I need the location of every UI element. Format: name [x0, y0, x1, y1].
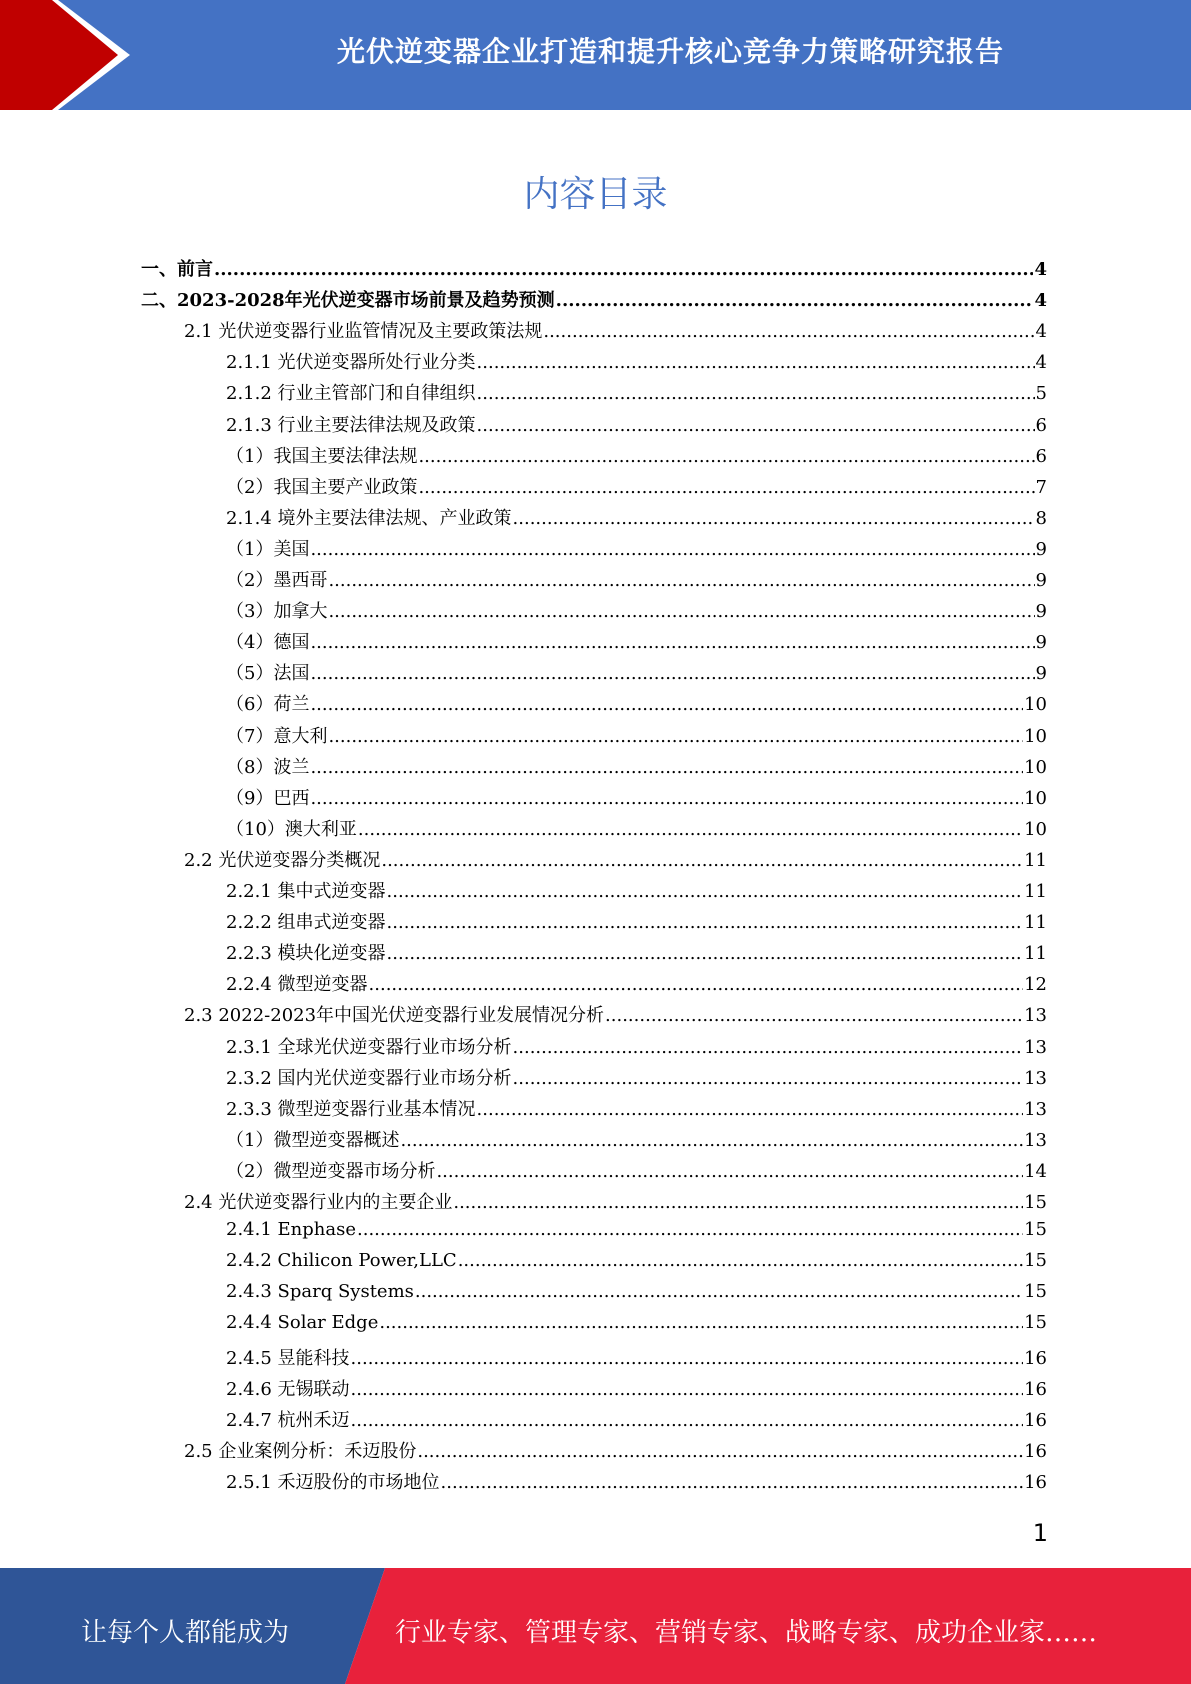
toc-entry-label: 2.2.2 组串式逆变器 — [226, 912, 386, 934]
toc-entry[interactable] — [226, 1281, 1047, 1312]
toc-entry-label: （1）我国主要法律法规 — [226, 445, 418, 467]
toc-entry-label: 一、前言 — [141, 259, 213, 280]
toc-entry[interactable] — [226, 566, 1047, 597]
toc-entry-label: （7）意大利 — [226, 725, 328, 747]
toc-entry-page: 13 — [1024, 1098, 1047, 1120]
toc-dot-leader — [214, 259, 1033, 280]
toc-entry[interactable] — [226, 1406, 1047, 1437]
toc-entry[interactable] — [141, 286, 1047, 317]
toc-entry[interactable] — [226, 1033, 1047, 1064]
toc-entry[interactable] — [226, 690, 1047, 721]
toc-entry[interactable] — [226, 1312, 1047, 1343]
toc-entry[interactable] — [226, 722, 1047, 753]
toc-entry-page: 11 — [1024, 912, 1047, 934]
toc-entry-page: 13 — [1024, 1005, 1047, 1027]
toc-dot-leader — [387, 943, 1024, 964]
toc-dot-leader — [605, 1005, 1023, 1026]
toc-entry-page: 9 — [1035, 663, 1047, 685]
toc-entry-label: 2.5.1 禾迈股份的市场地位 — [226, 1471, 440, 1493]
toc-entry-label: （5）法国 — [226, 663, 310, 685]
toc-entry-label: （8）波兰 — [226, 756, 310, 778]
toc-dot-leader — [328, 601, 1034, 622]
toc-entry-label: 2.3.2 国内光伏逆变器行业市场分析 — [226, 1067, 512, 1089]
toc-entry-page: 12 — [1024, 974, 1047, 996]
toc-entry[interactable] — [226, 1126, 1047, 1157]
header-arrow-decoration — [0, 0, 160, 110]
toc-dot-leader — [477, 1099, 1024, 1120]
toc-dot-leader — [458, 1250, 1023, 1271]
toc-entry[interactable] — [226, 908, 1047, 939]
toc-entry-page: 4 — [1034, 290, 1047, 312]
toc-entry-page: 11 — [1024, 849, 1047, 871]
toc-dot-leader — [369, 974, 1024, 995]
toc-entry-page: 7 — [1035, 476, 1047, 498]
toc-dot-leader — [477, 415, 1035, 436]
toc-dot-leader — [556, 290, 1034, 311]
toc-entry-label: 2.2.4 微型逆变器 — [226, 974, 368, 996]
toc-dot-leader — [513, 1037, 1024, 1058]
toc-entry-page: 16 — [1024, 1471, 1047, 1493]
toc-dot-leader — [513, 1068, 1024, 1089]
toc-entry-page: 5 — [1035, 383, 1047, 405]
toc-entry-label: （3）加拿大 — [226, 601, 328, 623]
toc-entry[interactable] — [141, 255, 1047, 286]
toc-entry-page: 16 — [1024, 1347, 1047, 1369]
toc-entry[interactable] — [226, 753, 1047, 784]
toc-entry-label: （10）澳大利亚 — [226, 818, 357, 840]
toc-dot-leader — [351, 1379, 1024, 1400]
toc-entry-page: 4 — [1034, 259, 1047, 280]
toc-dot-leader — [477, 352, 1035, 373]
toc-entry-page: 4 — [1035, 352, 1047, 374]
toc-entry[interactable] — [226, 1219, 1047, 1250]
toc-entry-label: （2）我国主要产业政策 — [226, 476, 418, 498]
toc-entry-label: （4）德国 — [226, 632, 310, 654]
toc-entry[interactable] — [226, 1344, 1047, 1375]
toc-dot-leader — [310, 632, 1034, 653]
toc-entry-page: 9 — [1035, 632, 1047, 654]
toc-entry-page: 13 — [1024, 1129, 1047, 1151]
toc-entry[interactable] — [184, 846, 1047, 877]
toc-entry-label: 2.4.6 无锡联动 — [226, 1378, 350, 1400]
toc-entry-label: 2.5 企业案例分析：禾迈股份 — [184, 1440, 417, 1462]
toc-entry-page: 13 — [1024, 1036, 1047, 1058]
toc-entry[interactable] — [184, 317, 1047, 348]
toc-dot-leader — [436, 1161, 1023, 1182]
toc-entry[interactable] — [226, 659, 1047, 690]
toc-entry-label: （6）荷兰 — [226, 694, 310, 716]
toc-entry-label: 2.2.3 模块化逆变器 — [226, 943, 386, 965]
toc-dot-leader — [513, 508, 1035, 529]
toc-entry-label: 2.3.3 微型逆变器行业基本情况 — [226, 1098, 476, 1120]
report-title: 光伏逆变器企业打造和提升核心竞争力策略研究报告 — [336, 35, 1004, 68]
toc-entry-label: （1）微型逆变器概述 — [226, 1129, 400, 1151]
toc-entry-page: 15 — [1024, 1281, 1047, 1303]
toc-entry[interactable] — [226, 1157, 1047, 1188]
toc-entry[interactable] — [184, 1437, 1047, 1468]
toc-dot-leader — [351, 1410, 1024, 1431]
toc-entry[interactable] — [226, 1375, 1047, 1406]
toc-dot-leader — [328, 570, 1034, 591]
toc-entry-label: （1）美国 — [226, 538, 310, 560]
toc-entry[interactable] — [184, 1188, 1047, 1219]
toc-entry-page: 11 — [1024, 881, 1047, 902]
toc-dot-leader — [400, 1130, 1023, 1151]
toc-entry-page: 9 — [1035, 570, 1047, 591]
toc-dot-leader — [310, 663, 1034, 684]
toc-entry[interactable] — [226, 628, 1047, 659]
toc-dot-leader — [453, 1192, 1023, 1213]
toc-entry[interactable] — [226, 597, 1047, 628]
toc-dot-leader — [351, 1348, 1024, 1369]
toc-entry-page: 15 — [1024, 1250, 1047, 1272]
toc-entry-page: 6 — [1035, 445, 1047, 467]
toc-heading: 内容目录 — [523, 174, 668, 215]
page-number: 1 — [1032, 1519, 1048, 1547]
toc-entry-page: 14 — [1024, 1160, 1047, 1182]
toc-entry-page: 13 — [1024, 1067, 1047, 1089]
toc-entry[interactable] — [226, 473, 1047, 504]
toc-entry[interactable] — [226, 815, 1047, 846]
toc-entry-label: 2.4.3 Sparq Systems — [226, 1281, 414, 1303]
toc-entry-page: 10 — [1024, 756, 1047, 778]
toc-entry[interactable] — [226, 1095, 1047, 1126]
toc-entry[interactable] — [226, 442, 1047, 473]
toc-entry-label: （2）微型逆变器市场分析 — [226, 1160, 436, 1182]
toc-entry-label: 2.3.1 全球光伏逆变器行业市场分析 — [226, 1036, 512, 1058]
toc-entry-page: 15 — [1024, 1312, 1047, 1334]
toc-dot-leader — [477, 383, 1035, 404]
toc-entry-page: 16 — [1024, 1378, 1047, 1400]
toc-entry-page: 16 — [1024, 1409, 1047, 1431]
toc-entry-page: 10 — [1024, 725, 1047, 747]
toc-entry-label: （2）墨西哥 — [226, 570, 328, 591]
toc-entry-page: 9 — [1035, 538, 1047, 560]
footer-slogan-left: 让每个人都能成为 — [80, 1618, 289, 1648]
toc-dot-leader — [418, 446, 1034, 467]
toc-entry[interactable] — [226, 939, 1047, 970]
toc-entry-page: 9 — [1035, 601, 1047, 623]
toc-dot-leader — [310, 788, 1023, 809]
toc-entry-label: 2.1.2 行业主管部门和自律组织 — [226, 383, 476, 405]
toc-dot-leader — [417, 1441, 1023, 1462]
toc-entry[interactable] — [226, 504, 1047, 535]
toc-entry-label: 2.2 光伏逆变器分类概况 — [184, 849, 381, 871]
toc-entry[interactable] — [226, 411, 1047, 442]
toc-dot-leader — [415, 1281, 1023, 1302]
toc-entry-page: 10 — [1024, 787, 1047, 809]
page-header — [0, 0, 1191, 110]
toc-dot-leader — [358, 819, 1023, 840]
toc-entry-label: 2.1.4 境外主要法律法规、产业政策 — [226, 507, 512, 529]
toc-entry-page: 6 — [1035, 414, 1047, 436]
toc-entry-page: 15 — [1024, 1192, 1047, 1213]
toc-entry-page: 8 — [1035, 507, 1047, 529]
toc-entry-label: 2.4 光伏逆变器行业内的主要企业 — [184, 1192, 453, 1213]
toc-entry[interactable] — [226, 784, 1047, 815]
toc-entry-label: 2.1.3 行业主要法律法规及政策 — [226, 414, 476, 436]
toc-entry-label: 二、2023-2028年光伏逆变器市场前景及趋势预测 — [141, 290, 555, 312]
toc-entry-label: 2.4.2 Chilicon Power,LLC — [226, 1250, 457, 1272]
toc-entry-label: 2.4.5 昱能科技 — [226, 1347, 350, 1369]
toc-entry[interactable] — [226, 1468, 1047, 1499]
toc-entry-label: 2.1 光伏逆变器行业监管情况及主要政策法规 — [184, 321, 543, 343]
toc-dot-leader — [387, 912, 1024, 933]
toc-entry[interactable] — [226, 877, 1047, 908]
toc-entry-page: 10 — [1024, 818, 1047, 840]
toc-dot-leader — [441, 1472, 1024, 1493]
toc-entry-page: 15 — [1024, 1219, 1047, 1241]
toc-entry[interactable] — [226, 535, 1047, 566]
toc-dot-leader — [379, 1312, 1023, 1333]
toc-entry[interactable] — [226, 379, 1047, 410]
toc-entry-label: 2.3 2022-2023年中国光伏逆变器行业发展情况分析 — [184, 1005, 605, 1027]
toc-entry[interactable] — [184, 1001, 1047, 1032]
toc-entry-label: 2.2.1 集中式逆变器 — [226, 881, 386, 902]
toc-dot-leader — [387, 881, 1024, 902]
toc-entry-page: 10 — [1024, 694, 1047, 716]
toc-dot-leader — [357, 1219, 1023, 1240]
toc-dot-leader — [381, 850, 1023, 871]
toc-dot-leader — [310, 757, 1023, 778]
page-footer — [0, 1568, 1191, 1684]
toc-dot-leader — [328, 726, 1023, 747]
toc-entry-label: 2.4.1 Enphase — [226, 1219, 356, 1241]
toc-entry[interactable] — [226, 1064, 1047, 1095]
toc-dot-leader — [310, 694, 1023, 715]
toc-entry-page: 16 — [1024, 1440, 1047, 1462]
toc-entry-label: 2.4.4 Solar Edge — [226, 1312, 379, 1334]
toc-dot-leader — [310, 539, 1034, 560]
toc-entry-label: 2.4.7 杭州禾迈 — [226, 1409, 350, 1431]
toc-dot-leader — [418, 477, 1034, 498]
toc-entry[interactable] — [226, 1250, 1047, 1281]
toc-dot-leader — [543, 321, 1034, 342]
toc-entry[interactable] — [226, 348, 1047, 379]
toc-entry-label: 2.1.1 光伏逆变器所处行业分类 — [226, 352, 476, 374]
toc-entry-label: （9）巴西 — [226, 787, 310, 809]
toc-entry[interactable] — [226, 970, 1047, 1001]
toc-entry-page: 11 — [1024, 943, 1047, 965]
toc-entry-page: 4 — [1035, 321, 1047, 343]
footer-slogan-right: 行业专家、管理专家、营销专家、战略专家、成功企业家…… — [395, 1618, 1098, 1648]
